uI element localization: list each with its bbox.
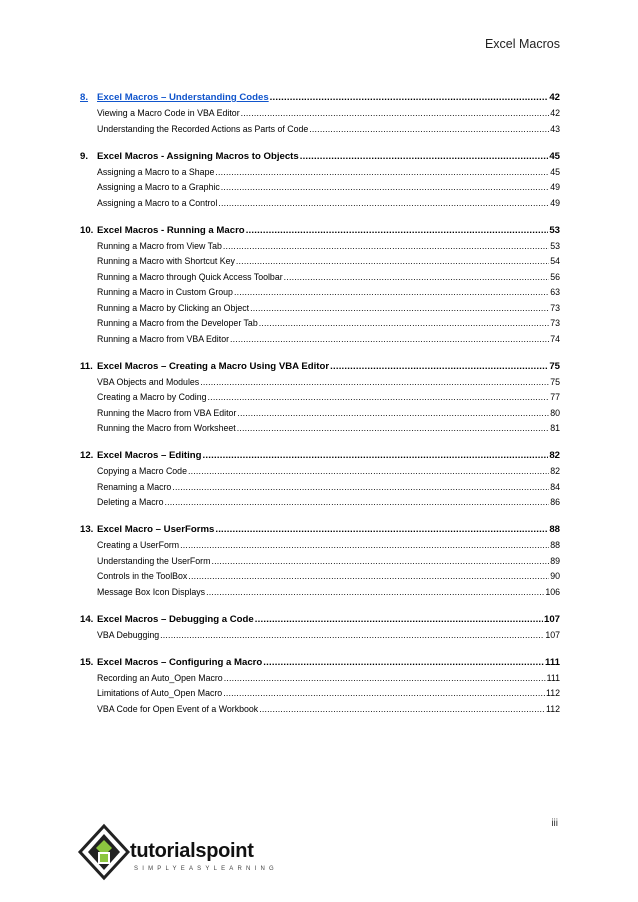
- subentry-page-number: 111: [546, 672, 560, 683]
- subentry-page-number: 82: [550, 466, 560, 476]
- subentry-title[interactable]: Creating a UserForm: [97, 540, 180, 550]
- page-number: iii: [551, 818, 558, 829]
- subentry-title[interactable]: Running the Macro from VBA Editor: [97, 407, 237, 418]
- dot-leader: [330, 361, 548, 372]
- chapter-page-number: 75: [549, 360, 560, 372]
- dot-leader: [259, 318, 549, 328]
- dot-leader: [237, 423, 550, 433]
- chapter-page-number: 107: [543, 613, 560, 625]
- logo-tagline: SIMPLYEASYLEARNING: [134, 866, 278, 872]
- toc-subentry[interactable]: [80, 303, 560, 319]
- subentry-page-number: 107: [545, 629, 560, 640]
- toc-subentry[interactable]: [80, 256, 560, 272]
- chapter-number: 8.: [80, 92, 89, 103]
- dot-leader: [263, 657, 544, 668]
- subentry-title[interactable]: Renaming a Macro: [97, 481, 172, 492]
- subentry-page-number: 45: [550, 166, 560, 177]
- subentry-page-number: 80: [550, 407, 560, 418]
- dot-leader: [172, 482, 549, 492]
- subentry-page-number: 89: [550, 555, 560, 566]
- subentry-title[interactable]: Running a Macro with Shortcut Key: [97, 256, 235, 266]
- chapter-title[interactable]: Excel Macros – Editing: [97, 450, 202, 461]
- subentry-page-number: 63: [550, 287, 560, 297]
- toc-subentry[interactable]: [80, 167, 560, 183]
- toc-section: [80, 225, 560, 350]
- subentry-page-number: 75: [550, 376, 560, 387]
- subentry-title[interactable]: Controls in the ToolBox: [97, 571, 188, 581]
- toc-section: [80, 450, 560, 513]
- dot-leader: [200, 377, 549, 387]
- dot-leader: [223, 688, 545, 698]
- subentry-page-number: 49: [550, 182, 560, 192]
- subentry-page-number: 90: [550, 571, 560, 581]
- chapter-title[interactable]: Excel Macros – Creating a Macro Using VBA Editor: [97, 360, 330, 372]
- toc-chapter-entry[interactable]: [80, 524, 560, 540]
- subentry-title[interactable]: VBA Code for Open Event of a Workbook: [97, 703, 259, 714]
- dot-leader: [237, 408, 549, 418]
- subentry-title[interactable]: Running a Macro by Clicking an Object: [97, 302, 250, 313]
- toc-chapter-entry[interactable]: [80, 657, 560, 673]
- subentry-page-number: 42: [550, 108, 560, 118]
- subentry-title[interactable]: VBA Debugging: [97, 629, 160, 640]
- subentry-page-number: 88: [550, 540, 560, 550]
- subentry-title[interactable]: Assigning a Macro to a Graphic: [97, 182, 220, 192]
- toc-subentry[interactable]: [80, 556, 560, 572]
- toc-chapter-entry[interactable]: [80, 361, 560, 377]
- subentry-page-number: 112: [545, 688, 560, 698]
- toc-section: [80, 151, 560, 214]
- dot-leader: [180, 540, 549, 550]
- subentry-page-number: 74: [550, 333, 560, 344]
- toc-subentry[interactable]: [80, 466, 560, 482]
- dot-leader: [259, 704, 545, 714]
- chapter-number: 15.: [80, 656, 94, 668]
- toc-subentry[interactable]: [80, 408, 560, 424]
- chapter-title[interactable]: Excel Macros - Assigning Macros to Objects: [97, 150, 299, 162]
- toc-section: [80, 361, 560, 439]
- toc-subentry[interactable]: [80, 497, 560, 513]
- chapter-title[interactable]: Excel Macro – UserForms: [97, 524, 215, 535]
- chapter-page-number: 82: [549, 450, 560, 461]
- subentry-title[interactable]: Running a Macro in Custom Group: [97, 287, 233, 297]
- toc-subentry[interactable]: [80, 482, 560, 498]
- toc-subentry[interactable]: [80, 318, 560, 334]
- subentry-page-number: 106: [545, 586, 560, 597]
- dot-leader: [224, 673, 546, 683]
- subentry-page-number: 53: [550, 240, 560, 251]
- subentry-title[interactable]: Message Box Icon Displays: [97, 586, 206, 597]
- dot-leader: [230, 334, 549, 344]
- subentry-title[interactable]: Understanding the Recorded Actions as Parts of Code: [97, 123, 309, 134]
- dot-leader: [215, 167, 549, 177]
- dot-leader: [203, 450, 549, 461]
- subentry-page-number: 73: [550, 302, 560, 313]
- chapter-page-number: 45: [549, 150, 560, 162]
- chapter-page-number: 88: [549, 524, 560, 535]
- toc-subentry[interactable]: [80, 587, 560, 603]
- toc-subentry[interactable]: [80, 334, 560, 350]
- subentry-title[interactable]: Running a Macro through Quick Access Toolbar: [97, 271, 283, 282]
- dot-leader: [211, 556, 549, 566]
- toc-section: [80, 524, 560, 602]
- logo-wordmark-text: tutorialspoint: [130, 840, 254, 862]
- subentry-title[interactable]: Running the Macro from Worksheet: [97, 423, 236, 433]
- toc-subentry[interactable]: [80, 287, 560, 303]
- subentry-page-number: 56: [550, 271, 560, 282]
- toc-subentry[interactable]: [80, 392, 560, 408]
- toc-subentry[interactable]: [80, 673, 560, 689]
- chapter-number: 14.: [80, 613, 94, 625]
- toc-section: [80, 614, 560, 646]
- subentry-title[interactable]: Recording an Auto_Open Macro: [97, 672, 223, 683]
- toc-subentry[interactable]: [80, 630, 560, 646]
- dot-leader: [160, 630, 544, 640]
- dot-leader: [218, 198, 549, 208]
- toc-subentry[interactable]: [80, 571, 560, 587]
- chapter-number: 9.: [80, 150, 89, 162]
- dot-leader: [246, 225, 549, 236]
- subentry-title[interactable]: VBA Objects and Modules: [97, 376, 200, 387]
- dot-leader: [188, 571, 549, 581]
- subentry-title[interactable]: Deleting a Macro: [97, 497, 164, 507]
- toc-section: [80, 657, 560, 720]
- toc-subentry[interactable]: [80, 108, 560, 124]
- chapter-title[interactable]: Excel Macros - Running a Macro: [97, 224, 245, 236]
- chapter-number: 11.: [80, 360, 93, 372]
- toc-chapter-entry[interactable]: [80, 92, 560, 108]
- logo-emblem-icon: [76, 822, 132, 882]
- chapter-title[interactable]: Excel Macros – Configuring a Macro: [97, 656, 263, 668]
- dot-leader: [206, 587, 544, 597]
- subentry-title[interactable]: Assigning a Macro to a Control: [97, 197, 218, 208]
- toc-subentry[interactable]: [80, 124, 560, 140]
- dot-leader: [223, 241, 549, 251]
- subentry-page-number: 81: [550, 423, 560, 433]
- toc-chapter-entry[interactable]: [80, 614, 560, 630]
- chapter-number: 12.: [80, 450, 94, 461]
- subentry-title[interactable]: Understanding the UserForm: [97, 555, 211, 566]
- toc-subentry[interactable]: [80, 182, 560, 198]
- toc-chapter-entry[interactable]: [80, 450, 560, 466]
- subentry-page-number: 43: [550, 123, 560, 134]
- dot-leader: [165, 497, 550, 507]
- subentry-page-number: 112: [545, 703, 560, 714]
- subentry-title[interactable]: Copying a Macro Code: [97, 466, 187, 476]
- tutorialspoint-logo: [76, 822, 276, 882]
- toc-subentry[interactable]: [80, 377, 560, 393]
- logo-wordmark: [130, 840, 254, 863]
- dot-leader: [241, 108, 550, 118]
- dot-leader: [236, 256, 549, 266]
- chapter-title[interactable]: Excel Macros – Debugging a Code: [97, 613, 254, 625]
- subentry-page-number: 77: [550, 392, 560, 402]
- toc-subentry[interactable]: [80, 423, 560, 439]
- chapter-page-number: 42: [549, 92, 560, 103]
- chapter-page-number: 111: [545, 656, 560, 668]
- chapter-number: 10.: [80, 224, 94, 236]
- toc-subentry[interactable]: [80, 198, 560, 214]
- toc-chapter-entry[interactable]: [80, 225, 560, 241]
- dot-leader: [270, 92, 549, 103]
- running-header: Excel Macros: [484, 37, 560, 51]
- subentry-page-number: 73: [550, 318, 560, 328]
- subentry-page-number: 54: [550, 256, 560, 266]
- subentry-title[interactable]: Running a Macro from VBA Editor: [97, 333, 230, 344]
- subentry-title[interactable]: Creating a Macro by Coding: [97, 392, 207, 402]
- toc-section: [80, 92, 560, 139]
- chapter-number: 13.: [80, 524, 94, 535]
- subentry-title[interactable]: Viewing a Macro Code in VBA Editor: [97, 108, 240, 118]
- toc-subentry[interactable]: [80, 704, 560, 720]
- toc-subentry[interactable]: [80, 241, 560, 257]
- toc-chapter-entry[interactable]: [80, 151, 560, 167]
- toc-subentry[interactable]: [80, 540, 560, 556]
- dot-leader: [188, 466, 549, 476]
- subentry-title[interactable]: Assigning a Macro to a Shape: [97, 166, 215, 177]
- dot-leader: [208, 392, 550, 402]
- chapter-title[interactable]: Excel Macros – Understanding Codes: [97, 92, 269, 103]
- dot-leader: [250, 303, 549, 313]
- dot-leader: [284, 272, 550, 282]
- dot-leader: [215, 524, 548, 535]
- dot-leader: [255, 614, 543, 625]
- dot-leader: [300, 151, 549, 162]
- dot-leader: [221, 182, 549, 192]
- table-of-contents: [80, 92, 560, 731]
- subentry-title[interactable]: Limitations of Auto_Open Macro: [97, 688, 223, 698]
- subentry-title[interactable]: Running a Macro from the Developer Tab: [97, 318, 258, 328]
- subentry-page-number: 84: [550, 481, 560, 492]
- dot-leader: [234, 287, 549, 297]
- toc-subentry[interactable]: [80, 272, 560, 288]
- subentry-page-number: 49: [550, 197, 560, 208]
- dot-leader: [309, 124, 549, 134]
- subentry-page-number: 86: [550, 497, 560, 507]
- subentry-title[interactable]: Running a Macro from View Tab: [97, 240, 222, 251]
- toc-subentry[interactable]: [80, 688, 560, 704]
- chapter-page-number: 53: [549, 224, 560, 236]
